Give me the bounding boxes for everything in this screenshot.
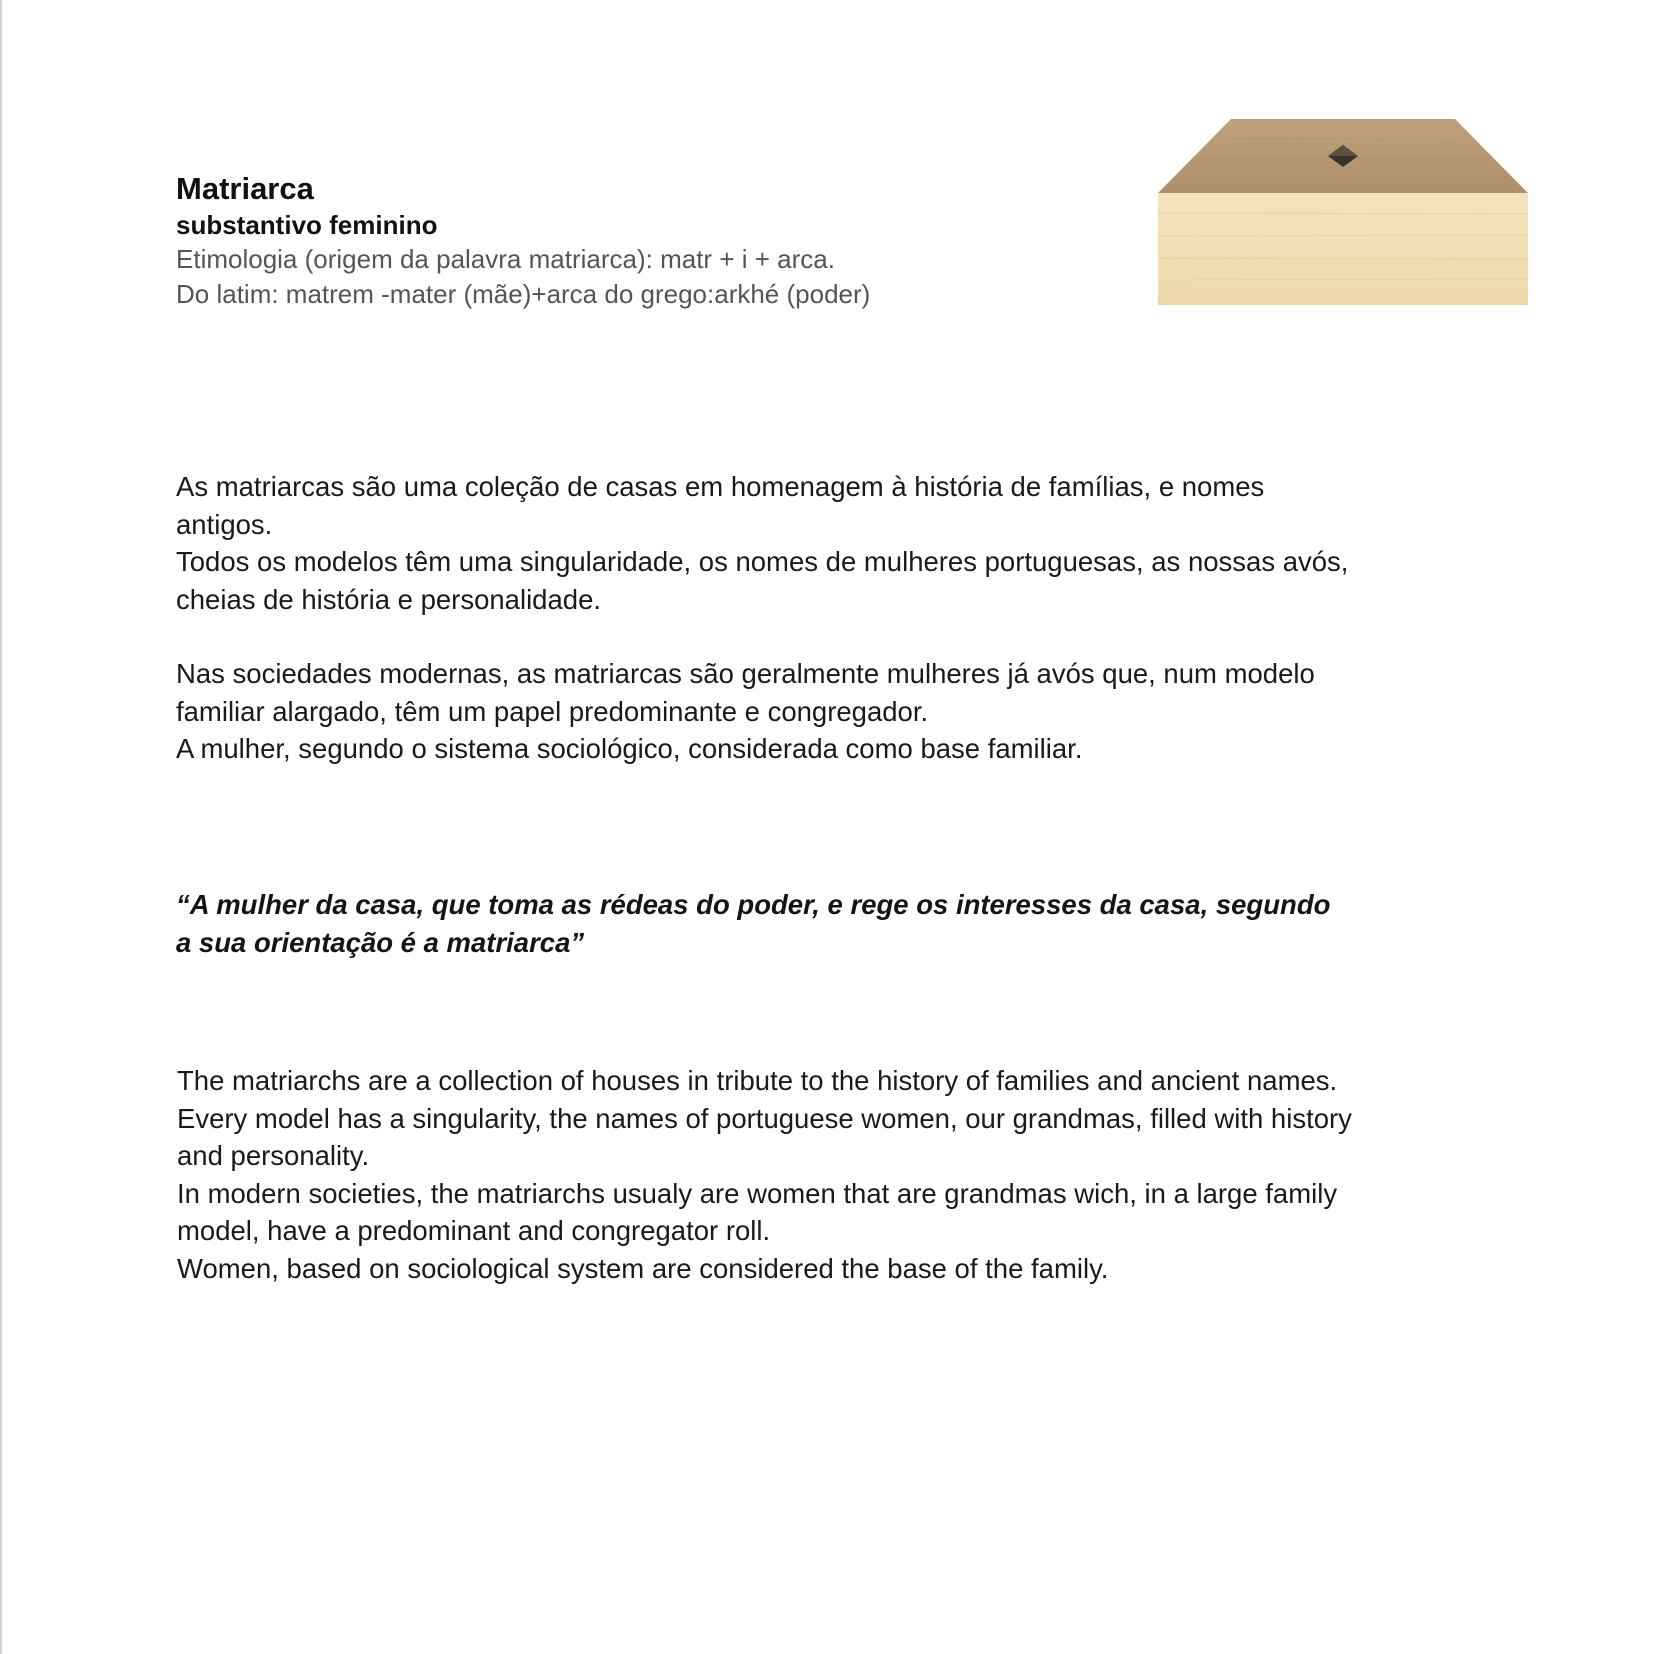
box-front bbox=[1158, 193, 1528, 305]
text-line: Todos os modelos têm uma singularidade, os nomes de mulheres portuguesas, as nossas avós, bbox=[176, 546, 1349, 577]
definition-header bbox=[176, 170, 976, 312]
etymology-line-2: Do latim: matrem -mater (mãe)+arca do grego:arkhé (poder) bbox=[176, 279, 871, 309]
text-line: The matriarchs are a collection of houses in tribute to the history of families and ancient names. bbox=[177, 1065, 1338, 1096]
portuguese-paragraph-2 bbox=[176, 655, 1486, 768]
text-line: Every model has a singularity, the names of portuguese women, our grandmas, filled with history bbox=[177, 1102, 1352, 1134]
text-line: A mulher, segundo o sistema sociológico, considerada como base familiar. bbox=[176, 733, 1083, 764]
page-edge bbox=[0, 0, 2, 1654]
text-line: As matriarcas são uma coleção de casas em homenagem à história de famílias, e nomes bbox=[176, 471, 1265, 502]
quote bbox=[176, 886, 1486, 961]
english-paragraph bbox=[177, 1062, 1497, 1287]
quote-line: “A mulher da casa, que toma as rédeas do poder, e rege os interesses da casa, segundo bbox=[176, 889, 1331, 920]
quote-line: a sua orientação é a matriarca” bbox=[176, 926, 585, 958]
text-line: In modern societies, the matriarchs usualy are women that are grandmas wich, in a large family bbox=[177, 1177, 1338, 1209]
text-line: Nas sociedades modernas, as matriarcas são geralmente mulheres já avós que, num modelo bbox=[176, 658, 1315, 689]
text-line: familiar alargado, têm um papel predominante e congregador. bbox=[176, 695, 929, 727]
portuguese-paragraph-1 bbox=[176, 468, 1486, 618]
word-class: substantivo feminino bbox=[176, 210, 438, 240]
text-line: cheias de história e personalidade. bbox=[176, 583, 602, 615]
text-line: and personality. bbox=[177, 1140, 370, 1171]
etymology-line-1: Etimologia (origem da palavra matriarca): matr + i + arca. bbox=[176, 244, 835, 274]
text-line: antigos. bbox=[176, 508, 273, 540]
text-line: model, have a predominant and congregator roll. bbox=[177, 1215, 771, 1246]
wooden-box-icon bbox=[1158, 118, 1528, 306]
text-line: Women, based on sociological system are considered the base of the family. bbox=[177, 1252, 1109, 1284]
page-title: Matriarca bbox=[176, 171, 314, 206]
